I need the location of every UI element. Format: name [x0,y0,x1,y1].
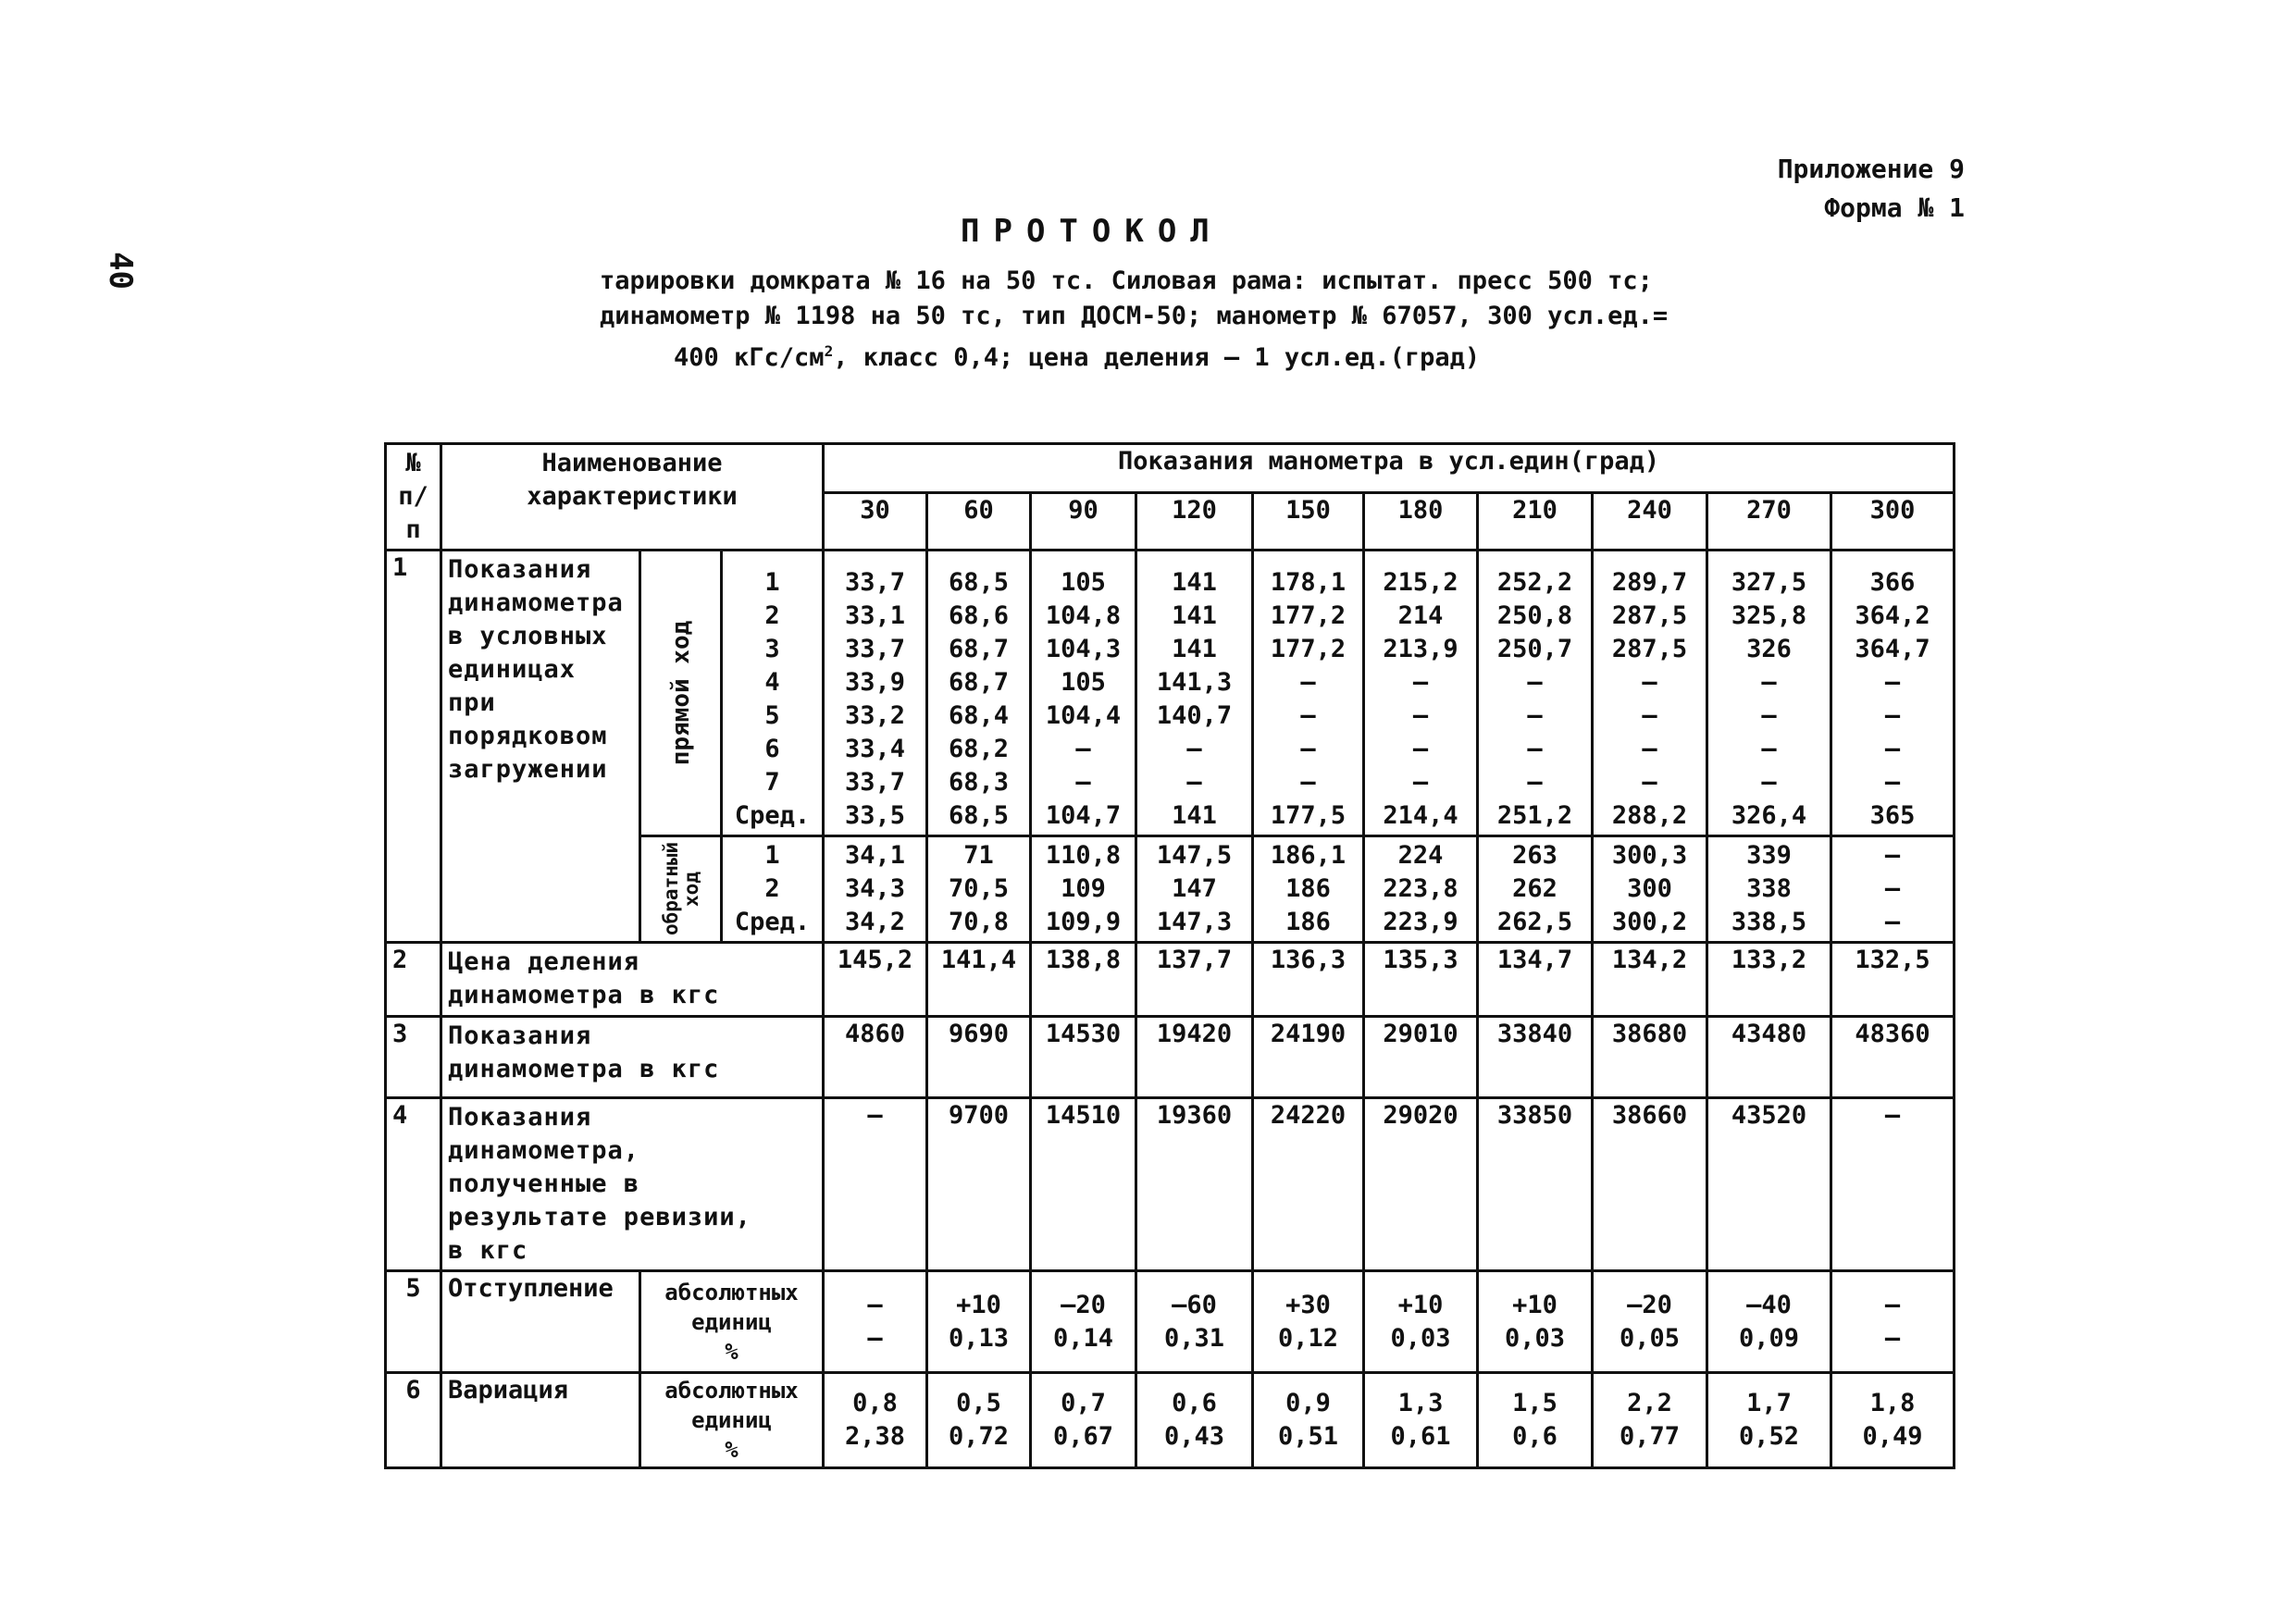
pressure-header: 60 [927,493,1031,551]
row5-percent-value: 0,05 [1620,1323,1681,1353]
row6-values-column [927,1373,1031,1468]
forward-value: 177,5 [1270,801,1347,830]
forward-step-label: Сред. [734,801,811,830]
reverse-value: – [1884,874,1901,903]
forward-value: 177,2 [1270,601,1347,630]
row6-percent-value: 0,49 [1862,1422,1923,1451]
row6-absolute-value: 0,5 [956,1389,1001,1417]
forward-value: 177,2 [1270,635,1347,663]
forward-value: 326 [1746,635,1792,663]
row3-value: 4860 [824,1017,927,1098]
reverse-value: 223,9 [1383,908,1458,936]
forward-value: – [1527,701,1543,730]
forward-value: – [1300,668,1316,697]
row4-value: 9700 [927,1098,1031,1271]
forward-values-column [1478,551,1593,836]
forward-value: – [1761,768,1777,797]
row6-absolute-value: 0,7 [1061,1389,1106,1417]
forward-value: 68,7 [949,635,1010,663]
row5-absolute-value: – [1884,1290,1901,1319]
reverse-value: 300 [1627,874,1672,903]
row6-percent-value: 0,51 [1278,1422,1339,1451]
row6-values-column [1031,1373,1136,1468]
forward-value: 33,5 [845,801,906,830]
forward-value: 214 [1397,601,1444,630]
forward-value: 33,9 [845,668,906,697]
pressure-header: 180 [1364,493,1478,551]
row6-values-column [824,1373,927,1468]
forward-value: 33,7 [845,768,906,797]
reverse-values-column [1593,836,1707,943]
reverse-value: 70,5 [949,874,1010,903]
row4-value: 14510 [1031,1098,1136,1271]
forward-value: 252,2 [1496,568,1573,597]
reverse-values-column [1031,836,1136,943]
row5-values-column [1031,1271,1136,1373]
forward-step-label: 3 [764,635,780,663]
row5-percent-value: – [867,1323,883,1353]
row6-absolute-value: 1,3 [1397,1389,1444,1417]
row3-value: 19420 [1136,1017,1253,1098]
row4-value: – [824,1098,927,1271]
row-6-name: Вариация [441,1373,640,1468]
calibration-table [384,442,1955,1469]
row3-value: 38680 [1593,1017,1707,1098]
forward-value: – [1186,735,1202,763]
row5-values-column [1478,1271,1593,1373]
forward-value: – [1300,735,1316,763]
reverse-value: 109 [1061,874,1106,903]
reverse-values-column [824,836,927,943]
reverse-stroke-label-cell [640,836,722,943]
forward-step-label: 2 [764,601,780,630]
row5-values-column [1253,1271,1364,1373]
row6-values-column [1478,1373,1593,1468]
forward-value: 140,7 [1156,701,1233,730]
row6-values-column [1136,1373,1253,1468]
forward-value: 68,3 [949,768,1010,797]
forward-values-column [1136,551,1253,836]
row-5-number: 5 [386,1271,441,1373]
forward-stroke-label: прямой ход [666,620,695,766]
forward-steps [722,551,824,836]
forward-value: – [1884,735,1901,763]
row2-value: 137,7 [1136,943,1253,1017]
reverse-value: – [1884,908,1901,936]
forward-value: 289,7 [1611,568,1688,597]
row6-absolute-value: 1,5 [1512,1389,1558,1417]
pressure-header: 90 [1031,493,1136,551]
reverse-step-label: Сред. [734,908,811,936]
pressure-header: 270 [1707,493,1831,551]
forward-value: 214,4 [1383,801,1458,830]
row3-value: 29010 [1364,1017,1478,1098]
forward-value: – [1186,768,1202,797]
row5-values-column [1593,1271,1707,1373]
reverse-stroke-label: обратный ход [659,841,702,935]
reverse-value: 224 [1397,841,1444,870]
row2-value: 133,2 [1707,943,1831,1017]
forward-value: – [1642,668,1657,697]
reverse-value: 110,8 [1045,841,1122,870]
row2-value: 132,5 [1831,943,1955,1017]
forward-value: 327,5 [1731,568,1807,597]
row5-percent-value: 0,14 [1053,1323,1114,1353]
forward-value: – [1527,768,1543,797]
forward-value: 250,8 [1496,601,1573,630]
row6-percent-value: 0,72 [949,1422,1010,1451]
row4-value: 24220 [1253,1098,1364,1271]
row5-absolute-value: +10 [956,1290,1001,1319]
subtitle-line-3 [600,334,1668,376]
document-subtitle [600,264,1668,376]
forward-value: 33,4 [845,735,906,763]
reverse-value: 70,8 [949,908,1010,936]
row5-percent-value: 0,13 [949,1323,1010,1353]
forward-value: – [1527,668,1543,697]
forward-value: 33,1 [845,601,906,630]
forward-value: 141 [1172,568,1217,597]
row4-value: 38660 [1593,1098,1707,1271]
forward-values-column [1707,551,1831,836]
row6-percent-value: 0,43 [1164,1422,1225,1451]
forward-value: – [1412,668,1429,697]
forward-value: 68,4 [949,701,1010,730]
row6-values-column [1707,1373,1831,1468]
forward-value: – [1527,735,1543,763]
row5-percent-value: 0,12 [1278,1323,1339,1353]
forward-value: 215,2 [1383,568,1458,597]
row4-value: 19360 [1136,1098,1253,1271]
reverse-value: 147 [1172,874,1217,903]
forward-value: – [1761,668,1777,697]
forward-value: 105 [1061,568,1106,597]
forward-value: – [1642,735,1657,763]
forward-value: 250,7 [1496,635,1573,663]
row5-values-column [1831,1271,1955,1373]
reverse-value: 34,1 [845,841,906,870]
subtitle-pressure: 400 кГс/см [674,343,825,372]
forward-value: – [1884,701,1901,730]
row-6-unit-percent: % [725,1437,738,1463]
row2-value: 134,7 [1478,943,1593,1017]
row2-value: 138,8 [1031,943,1136,1017]
forward-value: 104,3 [1045,635,1122,663]
pressure-header: 120 [1136,493,1253,551]
forward-value: 364,7 [1855,635,1930,663]
reverse-values-column [927,836,1031,943]
forward-values-column [1031,551,1136,836]
forward-value: – [1761,701,1777,730]
row2-value: 134,2 [1593,943,1707,1017]
subtitle-line-1: тарировки домкрата № 16 на 50 тс. Силовая рама: испытат. пресс 500 тс; [600,266,1653,295]
appendix-label: Приложение 9 [1777,154,1965,184]
row6-absolute-value: 0,9 [1285,1389,1331,1417]
row5-absolute-value: –20 [1061,1290,1106,1319]
row5-absolute-value: – [867,1290,883,1319]
row6-percent-value: 0,52 [1739,1422,1800,1451]
forward-value: – [1412,735,1429,763]
reverse-value: 300,2 [1611,908,1688,936]
row6-percent-value: 0,67 [1053,1422,1114,1451]
forward-value: 365 [1869,801,1916,830]
row3-value: 48360 [1831,1017,1955,1098]
row5-values-column [1707,1271,1831,1373]
forward-value: 141 [1172,601,1217,630]
reverse-value: 338 [1746,874,1792,903]
row5-values-column [824,1271,927,1373]
forward-value: 68,2 [949,735,1010,763]
row-6-number: 6 [386,1373,441,1468]
row-5-unit-percent: % [725,1338,738,1365]
row6-percent-value: 0,6 [1512,1422,1558,1451]
page-number: 40 [102,252,139,290]
row-6-unit-absolute: абсолютных единиц [664,1378,799,1433]
row5-absolute-value: +10 [1397,1290,1444,1319]
row6-percent-value: 0,61 [1390,1422,1451,1451]
subtitle-superscript: 2 [824,342,834,360]
header-number: № п/п [386,444,441,551]
forward-values-column [927,551,1031,836]
forward-value: 68,5 [949,801,1010,830]
reverse-steps [722,836,824,943]
forward-value: 287,5 [1611,635,1688,663]
row2-value: 136,3 [1253,943,1364,1017]
pressure-header: 150 [1253,493,1364,551]
row5-values-column [927,1271,1031,1373]
row3-value: 24190 [1253,1017,1364,1098]
reverse-value: 147,5 [1156,841,1233,870]
row3-value: 33840 [1478,1017,1593,1098]
pressure-header: 240 [1593,493,1707,551]
reverse-value: 300,3 [1611,841,1688,870]
forward-value: 68,6 [949,601,1010,630]
row-4-name: Показания динамометра, полученные в результате ревизии, в кгс [441,1098,824,1271]
row4-value: – [1831,1098,1955,1271]
appendix-header [1778,150,1965,228]
forward-value: 141,3 [1156,668,1233,697]
row5-percent-value: 0,31 [1164,1323,1225,1353]
row-5-unit-absolute: абсолютных единиц [664,1279,799,1335]
row6-absolute-value: 2,2 [1627,1389,1672,1417]
row5-percent-value: 0,09 [1739,1323,1800,1353]
row6-absolute-value: 0,8 [852,1389,898,1417]
reverse-value: 263 [1512,841,1558,870]
row6-values-column [1253,1373,1364,1468]
forward-value: 68,5 [949,568,1010,597]
row6-values-column [1593,1373,1707,1468]
reverse-value: 223,8 [1383,874,1458,903]
row6-percent-value: 2,38 [845,1422,906,1451]
row5-percent-value: – [1884,1323,1901,1353]
pressure-header: 210 [1478,493,1593,551]
forward-value: 104,7 [1045,801,1122,830]
pressure-header: 30 [824,493,927,551]
forward-value: 287,5 [1611,601,1688,630]
pressure-header: 300 [1831,493,1955,551]
reverse-values-column [1831,836,1955,943]
forward-values-column [1364,551,1478,836]
row6-values-column [1364,1373,1478,1468]
forward-value: 33,7 [845,568,906,597]
row5-absolute-value: +10 [1512,1290,1558,1319]
row6-absolute-value: 1,7 [1746,1389,1792,1417]
row5-values-column [1136,1271,1253,1373]
forward-value: 364,2 [1855,601,1930,630]
header-manometer-group: Показания манометра в усл.един(град) [824,444,1955,493]
forward-value: 288,2 [1611,801,1688,830]
forward-value: 104,8 [1045,601,1122,630]
forward-values-column [1593,551,1707,836]
row2-value: 145,2 [824,943,927,1017]
reverse-values-column [1364,836,1478,943]
reverse-value: 262 [1512,874,1558,903]
forward-value: – [1075,768,1091,797]
row3-value: 9690 [927,1017,1031,1098]
forward-value: – [1300,701,1316,730]
subtitle-line-2: динамометр № 1198 на 50 тс, тип ДОСМ-50; манометр № 67057, 300 усл.ед.= [600,302,1669,330]
row-1-number: 1 [386,551,441,943]
row-2-name: Цена деления динамометра в кгс [441,943,824,1017]
forward-step-label: 5 [764,701,780,730]
forward-values-column [1831,551,1955,836]
forward-values-column [824,551,927,836]
row2-value: 135,3 [1364,943,1478,1017]
row5-percent-value: 0,03 [1505,1323,1566,1353]
form-number: Форма № 1 [1824,192,1965,223]
forward-value: – [1075,735,1091,763]
row3-value: 14530 [1031,1017,1136,1098]
row4-value: 43520 [1707,1098,1831,1271]
forward-value: 325,8 [1731,601,1807,630]
forward-values-column [1253,551,1364,836]
forward-value: 178,1 [1270,568,1347,597]
forward-step-label: 4 [764,668,780,697]
forward-value: 33,7 [845,635,906,663]
reverse-value: 71 [963,841,994,870]
row5-values-column [1364,1271,1478,1373]
reverse-value: 147,3 [1156,908,1233,936]
forward-value: – [1884,668,1901,697]
row-2-number: 2 [386,943,441,1017]
forward-value: 251,2 [1496,801,1573,830]
reverse-value: – [1884,841,1901,870]
row5-absolute-value: –40 [1746,1290,1792,1319]
row3-value: 43480 [1707,1017,1831,1098]
row5-percent-value: 0,03 [1390,1323,1451,1353]
row6-absolute-value: 1,8 [1869,1389,1916,1417]
reverse-value: 186,1 [1270,841,1347,870]
row4-value: 33850 [1478,1098,1593,1271]
forward-value: 141 [1172,635,1217,663]
forward-value: 141 [1172,801,1217,830]
forward-value: – [1642,701,1657,730]
row-5-units [640,1271,824,1373]
forward-value: – [1412,768,1429,797]
document-title: ПРОТОКОЛ [961,213,1223,250]
reverse-values-column [1707,836,1831,943]
forward-value: 68,7 [949,668,1010,697]
reverse-value: 109,9 [1045,908,1122,936]
reverse-value: 34,2 [845,908,906,936]
row-5-name: Отступление [441,1271,640,1373]
row5-absolute-value: –20 [1627,1290,1672,1319]
subtitle-class: , класс 0,4; цена деления – 1 усл.ед.(град) [833,343,1481,372]
forward-value: – [1761,735,1777,763]
forward-stroke-label-cell [640,551,722,836]
forward-value: 213,9 [1383,635,1458,663]
reverse-value: 339 [1746,841,1792,870]
forward-value: – [1300,768,1316,797]
row-4-number: 4 [386,1098,441,1271]
reverse-values-column [1478,836,1593,943]
forward-step-label: 6 [764,735,780,763]
row6-percent-value: 0,77 [1620,1422,1681,1451]
forward-step-label: 1 [764,568,780,597]
row-1-name: Показания динамометра в условных единицах при порядковом загружении [441,551,640,943]
row-3-name: Показания динамометра в кгс [441,1017,824,1098]
forward-value: 33,2 [845,701,906,730]
forward-value: 366 [1869,568,1916,597]
row5-absolute-value: +30 [1285,1290,1331,1319]
forward-step-label: 7 [764,768,780,797]
reverse-value: 186 [1285,874,1331,903]
forward-value: 105 [1061,668,1106,697]
reverse-value: 186 [1285,908,1331,936]
row-3-number: 3 [386,1017,441,1098]
reverse-value: 262,5 [1496,908,1573,936]
header-characteristic: Наименование характеристики [441,444,824,551]
forward-value: – [1884,768,1901,797]
row2-value: 141,4 [927,943,1031,1017]
reverse-value: 338,5 [1731,908,1807,936]
forward-value: 104,4 [1045,701,1122,730]
reverse-values-column [1136,836,1253,943]
reverse-step-label: 2 [764,874,780,903]
row6-absolute-value: 0,6 [1172,1389,1217,1417]
forward-value: – [1412,701,1429,730]
row5-absolute-value: –60 [1172,1290,1217,1319]
reverse-value: 34,3 [845,874,906,903]
row4-value: 29020 [1364,1098,1478,1271]
reverse-values-column [1253,836,1364,943]
forward-value: – [1642,768,1657,797]
row-6-units [640,1373,824,1468]
row6-values-column [1831,1373,1955,1468]
forward-value: 326,4 [1731,801,1807,830]
reverse-step-label: 1 [764,841,780,870]
